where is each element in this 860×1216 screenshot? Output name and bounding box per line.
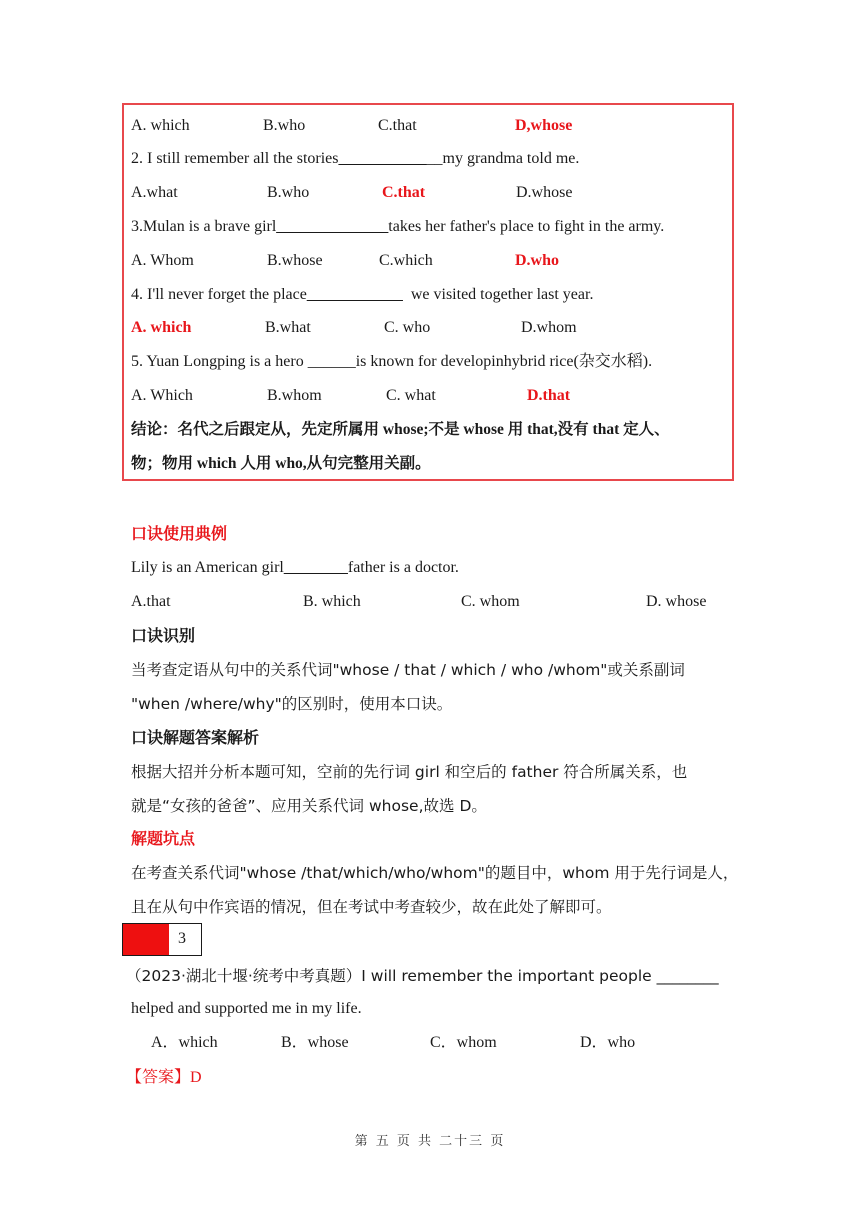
question-option-d: D．who: [580, 1034, 636, 1051]
pitfall-line-2: 且在从句中作宾语的情况，但在考试中考查较少，故在此处了解即可。: [131, 898, 612, 916]
example-option-c: C. whom: [461, 593, 520, 610]
recognize-line-1: 当考查定语从句中的关系代词"whose / that / which / who /whom"或关系副词: [131, 661, 685, 679]
answer-label: 【答案】: [126, 1067, 191, 1086]
q3-text-before: 3.Mulan is a brave girl: [131, 218, 277, 235]
pitfall-heading: 解题坑点: [131, 829, 196, 848]
answer-value: D: [190, 1069, 202, 1086]
recognize-line-2: "when /where/why"的区别时，使用本口诀。: [131, 695, 453, 713]
conclusion-line-2: 物；物用 which 人用 who,从句完整用关副。: [131, 455, 431, 472]
q4-text-before: 4. I'll never forget the place: [131, 286, 307, 303]
q2-option-c-answer: C.that: [382, 184, 426, 201]
example-option-d: D. whose: [646, 593, 707, 610]
analysis-heading: 口诀解题答案解析: [131, 728, 260, 747]
q2-option-b: B.who: [267, 184, 310, 201]
pitfall-line-1: 在考查关系代词"whose /that/which/who/whom"的题目中，whom 用于先行词是人，: [131, 864, 739, 882]
q5-option-d-answer: D.that: [527, 387, 571, 404]
example-heading: 口诀使用典例: [131, 524, 228, 543]
recognize-heading: 口诀识别: [131, 626, 196, 645]
q1-option-c: C.that: [378, 117, 417, 134]
question-number-badge: [122, 923, 202, 956]
q3-option-c: C.which: [379, 252, 433, 269]
page-footer: 第 五 页 共 二十三 页: [354, 1134, 506, 1149]
example-text-before: Lily is an American girl: [131, 559, 284, 576]
question-number-red-block: [123, 924, 169, 955]
example-sentence: [131, 558, 459, 578]
q5-question: 5. Yuan Longping is a hero ______is known for developinhybrid rice(杂交水稻).: [131, 353, 653, 370]
question-number: 3: [178, 930, 186, 947]
analysis-line-1: 根据大招并分析本题可知，空前的先行词 girl 和空后的 father 符合所属关系，也: [131, 763, 688, 781]
q4-blank: ____________: [306, 286, 403, 303]
q3-option-a: A. Whom: [131, 252, 194, 269]
q2-text-after: __my grandma told me.: [426, 150, 580, 167]
q4-text-after: we visited together last year.: [402, 286, 594, 303]
q3-option-d-answer: D.who: [515, 252, 560, 269]
answer-line: [126, 1067, 202, 1088]
example-option-a: A.that: [131, 593, 171, 610]
q4-option-d: D.whom: [521, 319, 577, 336]
q5-option-a: A. Which: [131, 387, 193, 404]
q2-text-before: 2. I still remember all the stories: [131, 150, 339, 167]
q3-option-b: B.whose: [267, 252, 323, 269]
q1-option-d-answer: D,whose: [515, 117, 573, 134]
example-blank: ________: [283, 559, 348, 576]
q2-question: [131, 149, 579, 169]
q3-text-after: takes her father's place to fight in the army.: [388, 218, 665, 235]
q5-option-b: B.whom: [267, 387, 322, 404]
question-option-b: B．whose: [281, 1034, 349, 1051]
example-text-after: father is a doctor.: [347, 559, 459, 576]
analysis-line-2: 就是“女孩的爸爸”、应用关系代词 whose,故选 D。: [131, 797, 487, 815]
q5-option-c: C. what: [386, 387, 436, 404]
question-option-a: A．which: [151, 1034, 218, 1051]
q2-option-a: A.what: [131, 184, 178, 201]
q2-option-d: D.whose: [516, 184, 573, 201]
conclusion-line-1: 结论：名代之后跟定从，先定所属用 whose;不是 whose 用 that,没有 that 定人、: [131, 421, 670, 438]
q3-blank: ______________: [276, 218, 389, 235]
example-option-b: B. which: [303, 593, 361, 610]
q3-question: [131, 217, 664, 237]
question-option-c: C．whom: [430, 1034, 497, 1051]
q1-option-a: A. which: [131, 117, 190, 134]
q1-option-b: B.who: [263, 117, 306, 134]
question-line-2: helped and supported me in my life.: [131, 1000, 362, 1017]
q2-blank: ___________: [338, 150, 427, 167]
q4-option-a-answer: A. which: [131, 319, 192, 336]
q4-option-c: C. who: [384, 319, 431, 336]
q4-option-b: B.what: [265, 319, 311, 336]
question-line-1: （2023·湖北十堰·统考中考真题）I will remember the important people ________: [126, 967, 719, 985]
q4-question: [131, 285, 593, 305]
